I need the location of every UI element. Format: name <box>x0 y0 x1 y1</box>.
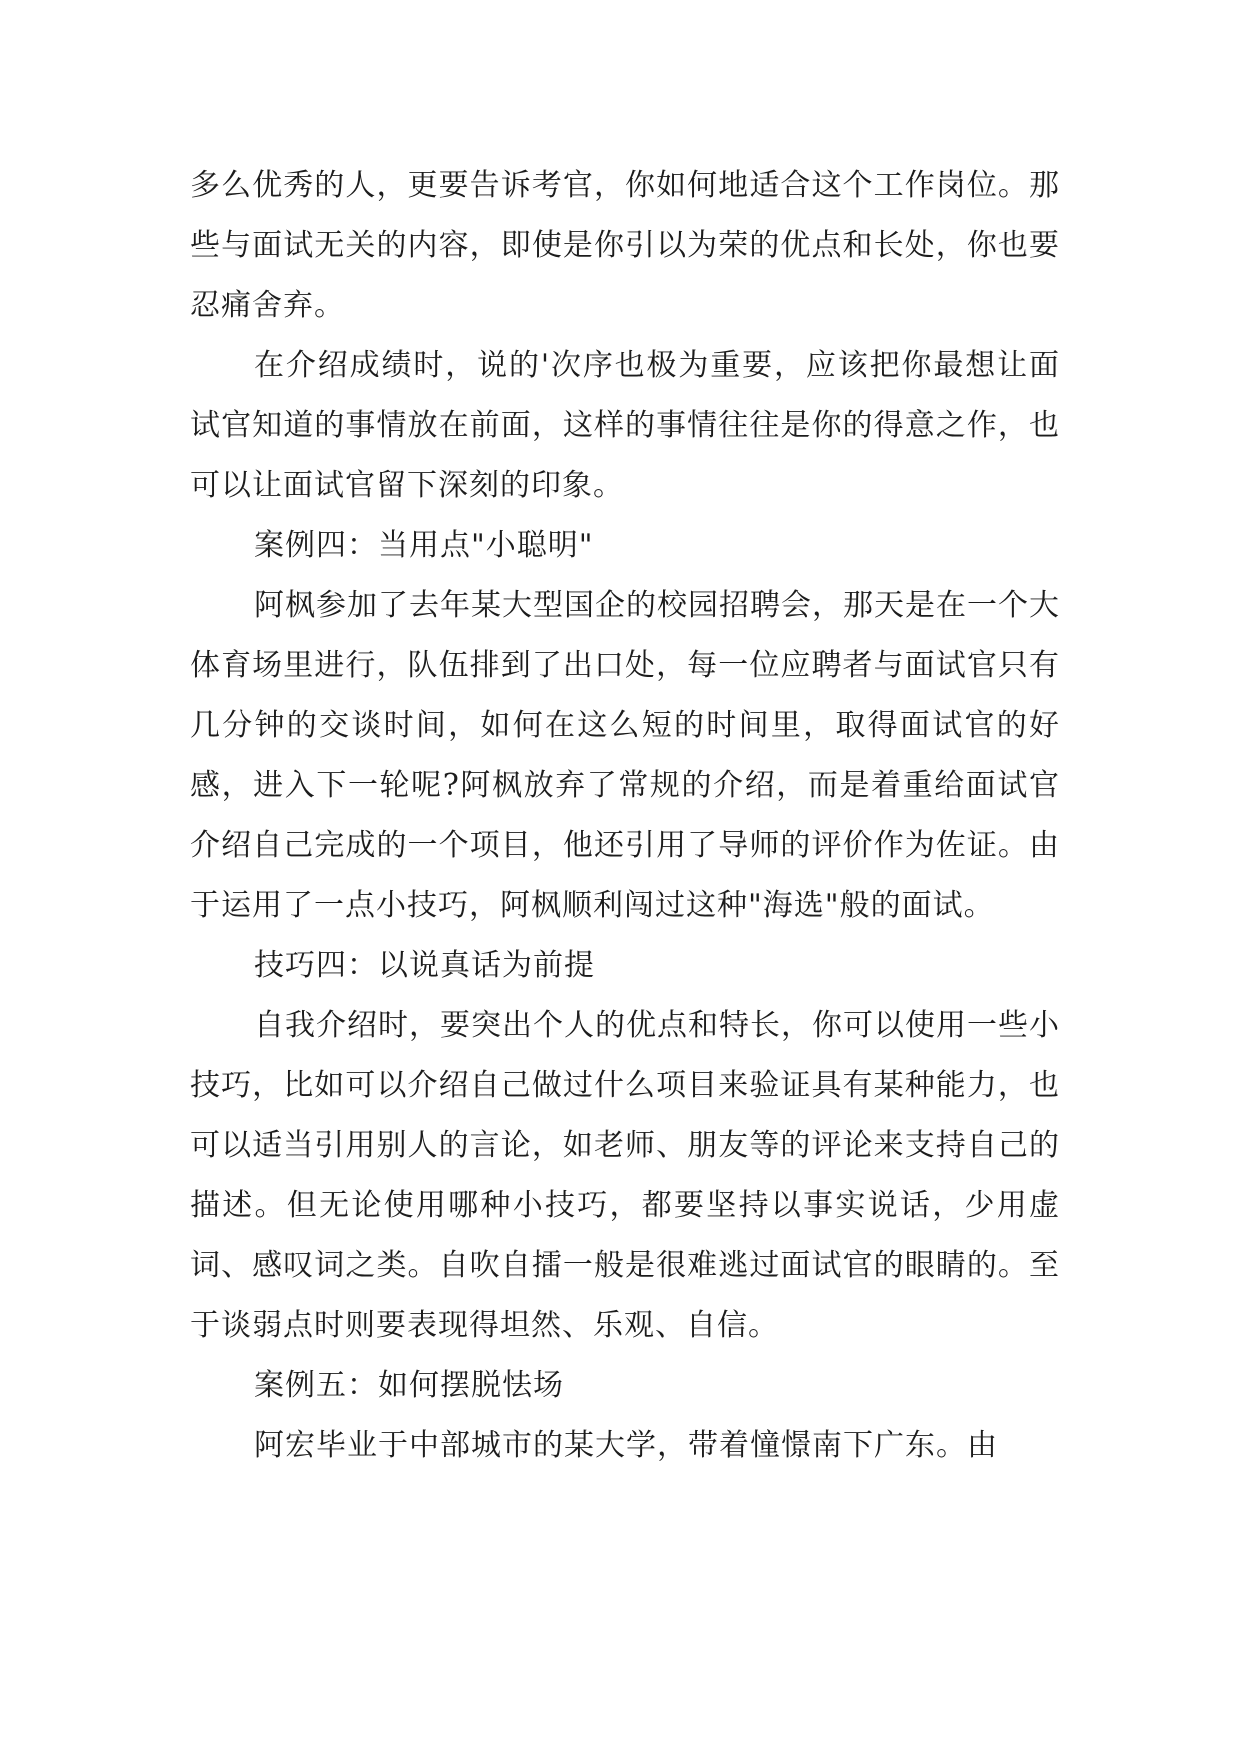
heading-case-four: 案例四：当用点"小聪明" <box>254 528 594 563</box>
heading-tip-four: 技巧四：以说真话为前提 <box>254 948 595 983</box>
paragraph-achievements-order: 在介绍成绩时，说的'次序也极为重要，应该把你最想让面试官知道的事情放在前面，这样的事情往往是你的得意之作，也可以让面试官留下深刻的印象。 <box>190 348 1060 503</box>
paragraph-tip-four-body: 自我介绍时，要突出个人的优点和特长，你可以使用一些小技巧，比如可以介绍自己做过什么项目来验证具有某种能力，也可以适当引用别人的言论，如老师、朋友等的评论来支持自己的描述。但无论使用哪种小技巧，都要坚持以事实说话，少用虚词、感叹词之类。自吹自擂一般是很难逃过面试官的眼睛的。至于谈弱点时则要表现得坦然、乐观、自信。 <box>190 1008 1060 1343</box>
document-page <box>190 156 1060 1476</box>
paragraph-case-five-start: 阿宏毕业于中部城市的某大学，带着憧憬南下广东。由 <box>254 1428 998 1463</box>
paragraph-continued: 多么优秀的人，更要告诉考官，你如何地适合这个工作岗位。那些与面试无关的内容，即使是你引以为荣的优点和长处，你也要忍痛舍弃。 <box>190 168 1060 323</box>
heading-case-five: 案例五：如何摆脱怯场 <box>254 1368 564 1403</box>
paragraph-case-four-story: 阿枫参加了去年某大型国企的校园招聘会，那天是在一个大体育场里进行，队伍排到了出口处，每一位应聘者与面试官只有几分钟的交谈时间，如何在这么短的时间里，取得面试官的好感，进入下一轮呢?阿枫放弃了常规的介绍，而是着重给面试官介绍自己完成的一个项目，他还引用了导师的评价作为佐证。由于运用了一点小技巧，阿枫顺利闯过这种"海选"般的面试。 <box>190 588 1060 923</box>
